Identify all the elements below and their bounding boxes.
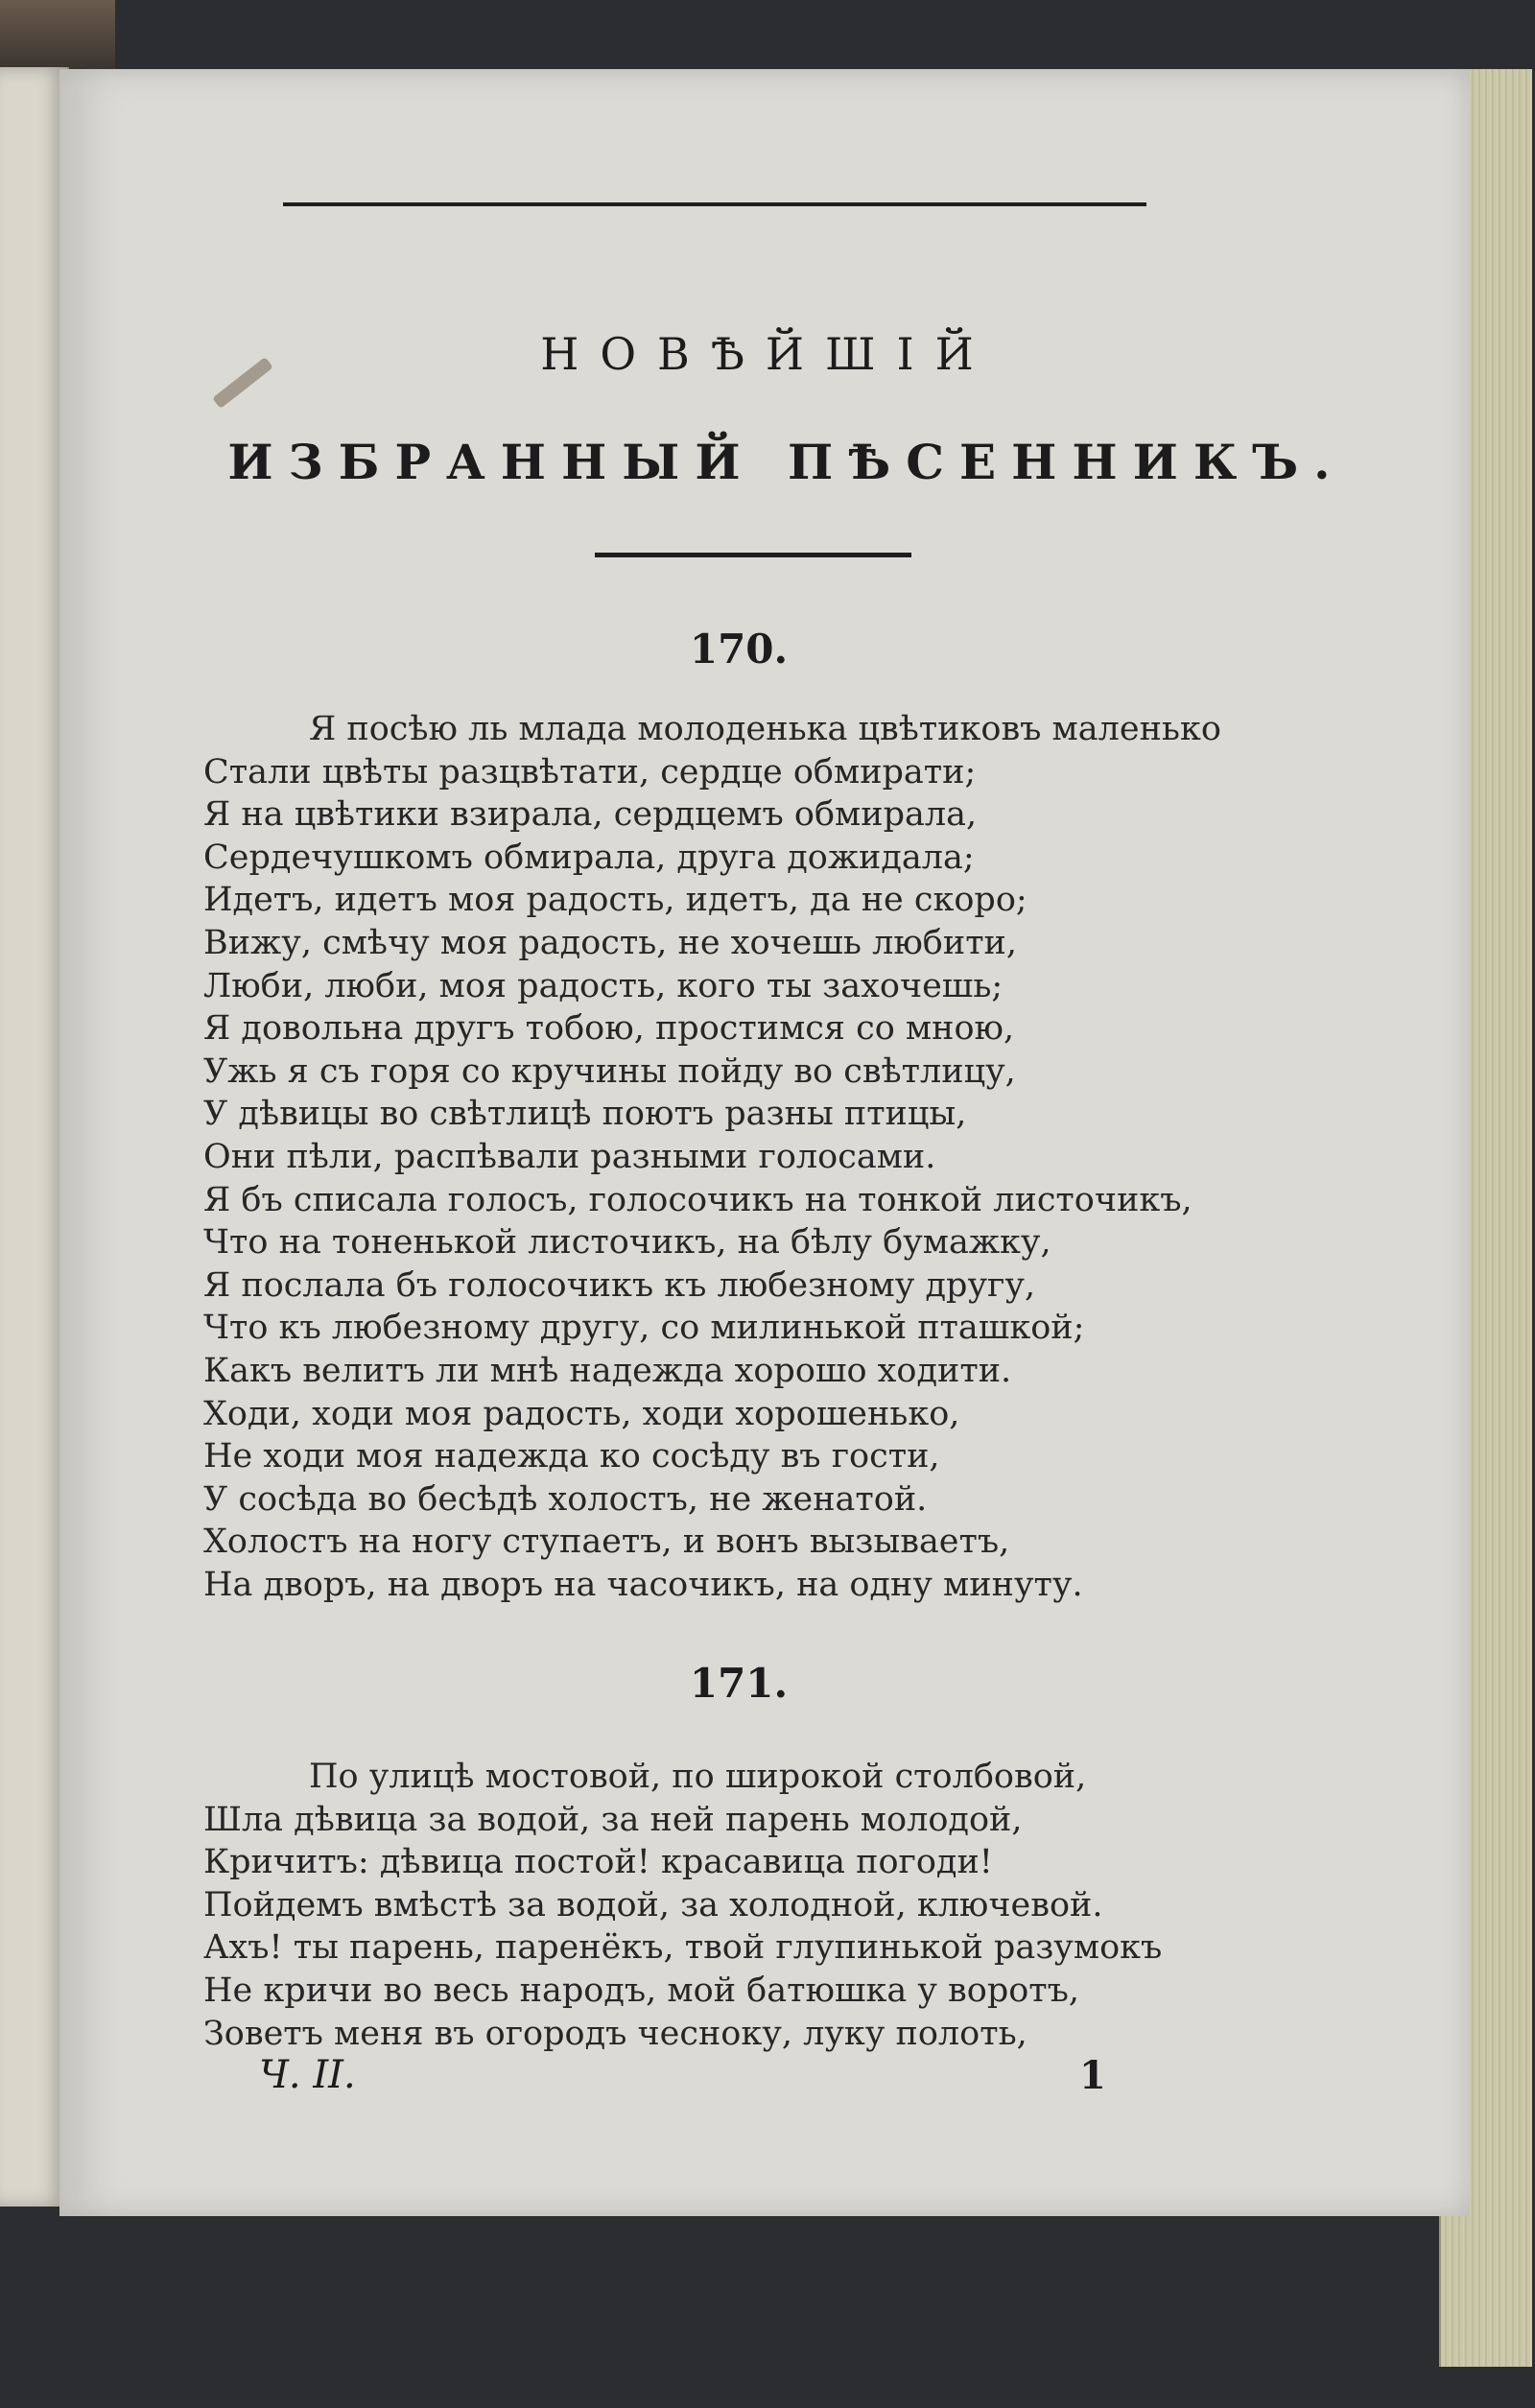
verse-line: Зоветъ меня въ огородъ чесноку, луку полоть,: [203, 2014, 1027, 2053]
book-spine-tab: [0, 0, 115, 69]
verse-line: Я бъ списала голосъ, голосочикъ на тонкой листочикъ,: [203, 1180, 1193, 1219]
verse-line: Я довольна другъ тобою, простимся со мною,: [203, 1009, 1015, 1049]
verse-line: Идетъ, идетъ моя радость, идетъ, да не скоро;: [203, 881, 1027, 920]
page-number: 1: [1079, 2053, 1106, 2098]
signature-mark: Ч. II.: [259, 2053, 356, 2097]
verse-line: Сердечушкомъ обмирала, друга дожидала;: [203, 838, 975, 877]
top-rule: [283, 202, 1146, 206]
verse-line: Что на тоненькой листочикъ, на бѣлу бумажку,: [203, 1223, 1051, 1263]
verse-line: Я послала бъ голосочикъ къ любезному другу,: [203, 1265, 1036, 1305]
song-170-text: [203, 708, 1287, 1606]
verse-line: По улицѣ мостовой, по широкой столбовой,: [309, 1758, 1087, 1796]
verse-line: Не ходи моя надежда ко сосѣду въ гости,: [203, 1437, 940, 1476]
verse-line: Пойдемъ вмѣстѣ за водой, за холодной, ключевой.: [203, 1885, 1103, 1924]
song-number: 171.: [689, 1660, 789, 1707]
verse-line: Люби, люби, моя радость, кого ты захочешь;: [203, 966, 1004, 1005]
title-rule: [595, 553, 911, 557]
title-line-1: НОВѢЙШІЙ: [540, 328, 995, 380]
verse-line: Что къ любезному другу, со милинькой пташкой;: [203, 1309, 1085, 1348]
verse-line: У дѣвицы во свѣтлицѣ поютъ разны птицы,: [203, 1095, 967, 1134]
song-171-text: [203, 1756, 1287, 2055]
verse-line: Не кричи во весь народъ, мой батюшка у воротъ,: [203, 1971, 1080, 2010]
verse-line: Какъ велитъ ли мнѣ надежда хорошо ходити.: [203, 1351, 1012, 1390]
verse-line: У сосѣда во бесѣдѣ холостъ, не женатой.: [203, 1479, 928, 1519]
verse-line: Холостъ на ногу ступаетъ, и вонъ вызываетъ,: [203, 1523, 1010, 1562]
verse-line: Стали цвѣты разцвѣтати, сердце обмирати;: [203, 752, 977, 791]
verse-line: Они пѣли, распѣвали разными голосами.: [203, 1137, 936, 1176]
verse-line: Кричитъ: дѣвица постой! красавица погоди!: [203, 1843, 993, 1882]
verse-line: Я посѣю ль млада молоденька цвѣтиковъ маленько: [309, 710, 1221, 748]
verse-line: Я на цвѣтики взирала, сердцемъ обмирала,: [203, 795, 978, 835]
verse-line: На дворъ, на дворъ на часочикъ, на одну минуту.: [203, 1565, 1083, 1604]
song-number: 170.: [689, 626, 789, 673]
verse-line: Вижу, смѣчу моя радость, не хочешь любити,: [203, 923, 1018, 962]
title-line-2: ИЗБРАННЫЙ ПѢСЕННИКЪ.: [227, 434, 1346, 490]
verse-line: Ходи, ходи моя радость, ходи хорошенько,: [203, 1394, 960, 1433]
verse-line: Шла дѣвица за водой, за ней парень молодой,: [203, 1800, 1023, 1839]
verse-line: Ужь я съ горя со кручины пойду во свѣтлицу,: [203, 1051, 1016, 1091]
verse-line: Ахъ! ты парень, паренёкъ, твой глупинькой разумокъ: [203, 1928, 1163, 1968]
